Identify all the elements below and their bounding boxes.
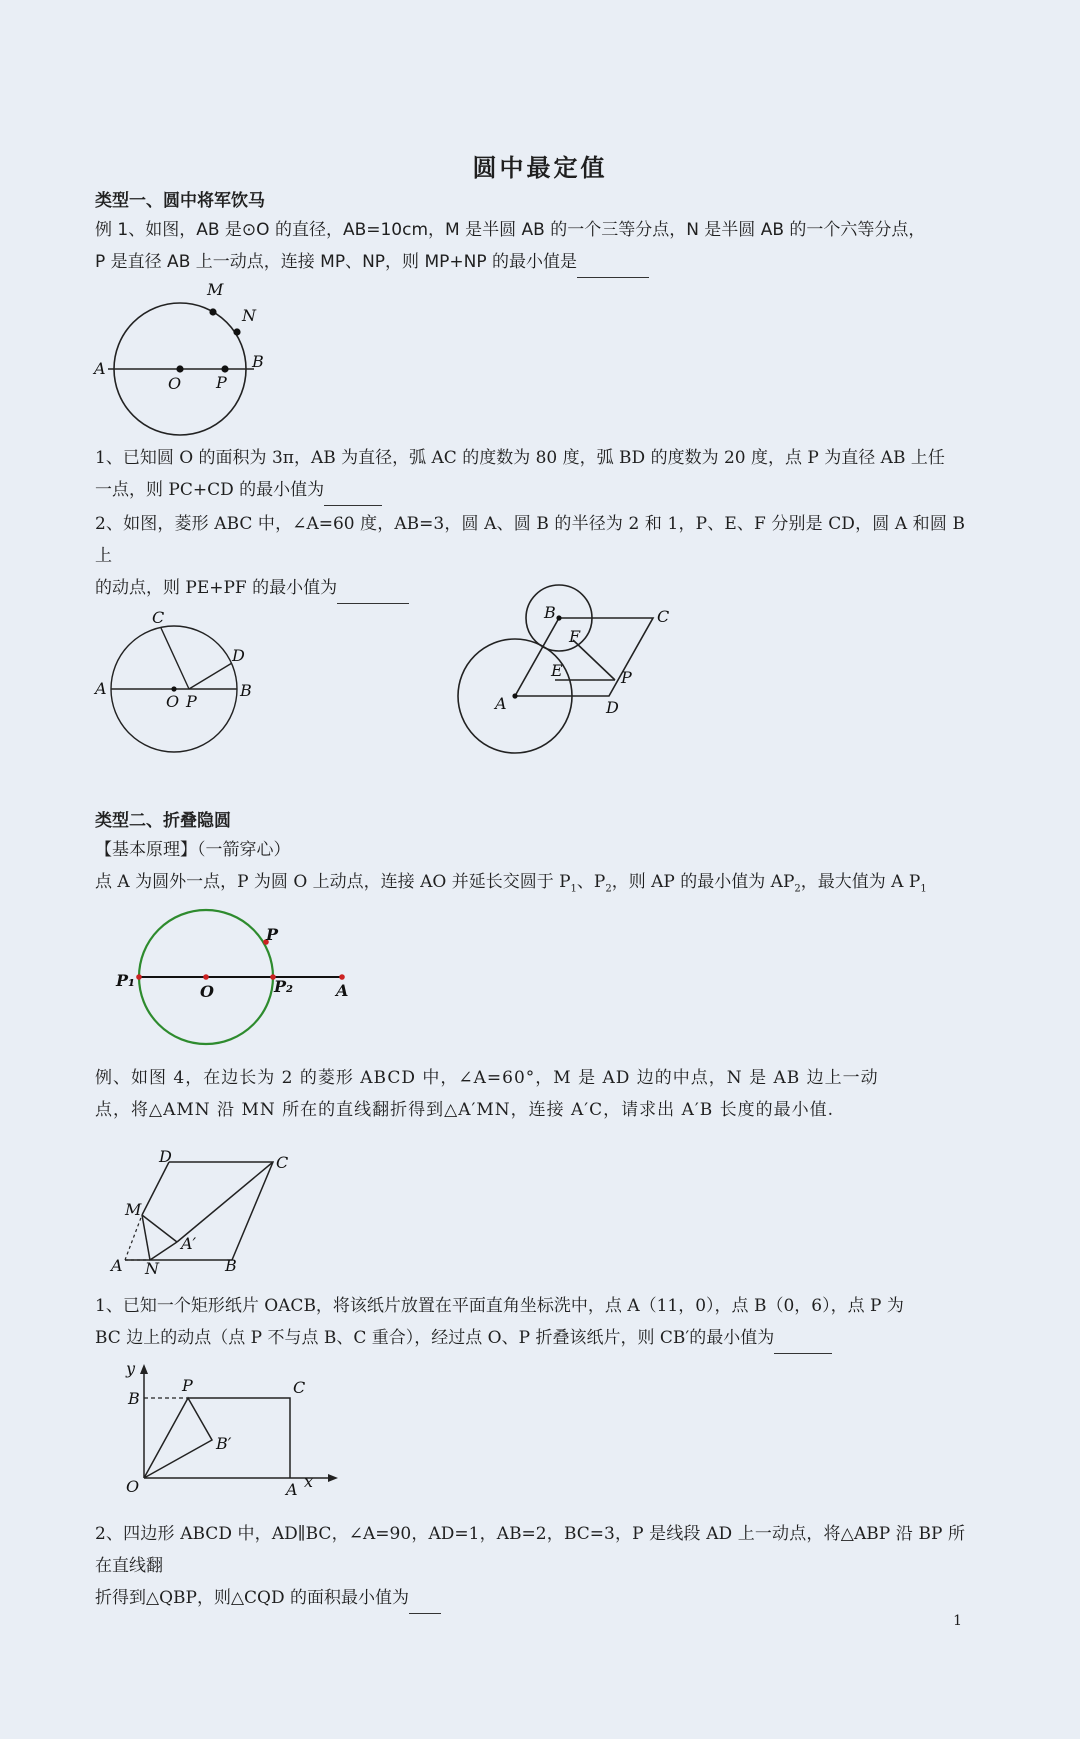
figure-rhombus-circles xyxy=(455,582,685,757)
fig2-label-a: A xyxy=(95,679,107,698)
section-heading-type1: 类型一、圆中将军饮马 xyxy=(95,191,265,211)
fig6-label-b: B xyxy=(128,1389,140,1408)
fig3-label-p: P xyxy=(621,668,632,687)
example2-text xyxy=(95,1062,965,1126)
question2-line2-text: 的动点，则 PE+PF 的最小值为 xyxy=(95,578,338,598)
principle-part3: ，则 AP 的最小值为 AP xyxy=(611,872,795,892)
question1-line1: 1、已知圆 O 的面积为 3π，AB 为直径，弧 AC 的度数为 80 度，弧 BD 的度数为 20 度，点 P 为直径 AB 上任 xyxy=(95,448,945,468)
fig6-label-x: x xyxy=(304,1472,314,1491)
fig2-label-p: P xyxy=(186,692,197,711)
fig2-label-b: B xyxy=(240,681,252,700)
example2-line2: 点，将△AMN 沿 MN 所在的直线翻折得到△A′MN，连接 A′C，请求出 A′B 长度的最小值. xyxy=(95,1100,835,1120)
fig6-x-arrow xyxy=(328,1474,338,1482)
fig1-point-o xyxy=(176,365,183,372)
fig5-label-a: A xyxy=(111,1256,123,1275)
fig3-label-c: C xyxy=(657,607,670,626)
figure-coordinate-rectangle xyxy=(110,1360,350,1500)
fig2-label-d: D xyxy=(232,646,245,665)
fig1-label-p: P xyxy=(216,373,227,392)
question3-line1: 1、已知一个矩形纸片 OACB，将该纸片放置在平面直角坐标洗中，点 A（11，0），点 B（0，6），点 P 为 xyxy=(95,1296,904,1316)
fig3-label-d: D xyxy=(606,698,619,717)
question3-text xyxy=(95,1290,965,1354)
fig1-point-n xyxy=(233,328,240,335)
fig3-segment-fp xyxy=(573,640,615,680)
fig3-label-b: B xyxy=(544,603,556,622)
example1-text xyxy=(95,214,965,278)
fig6-label-o: O xyxy=(126,1477,140,1496)
fig5-segment-ma2 xyxy=(142,1215,177,1242)
question4-line2-text: 折得到△QBP，则△CQD 的面积最小值为 xyxy=(95,1588,409,1608)
fig2-label-o: O xyxy=(166,692,180,711)
fig1-label-m: M xyxy=(207,280,224,299)
fig6-label-c: C xyxy=(293,1378,306,1397)
fig5-label-b: B xyxy=(225,1256,237,1275)
example1-line2-text: P 是直径 AB 上一动点，连接 MP、NP，则 MP+NP 的最小值是 xyxy=(95,252,577,272)
question1-text xyxy=(95,442,965,506)
fig3-point-b xyxy=(556,615,561,620)
fig6-rectangle xyxy=(188,1398,290,1478)
fig4-label-p: P xyxy=(266,925,279,944)
fig5-label-m: M xyxy=(125,1200,142,1219)
fig5-label-d: D xyxy=(159,1147,172,1166)
answer-blank xyxy=(337,583,409,604)
fig5-segment-mn xyxy=(142,1215,150,1260)
answer-blank xyxy=(577,257,649,278)
fig4-label-p1: P₁ xyxy=(116,971,136,990)
fig4-point-a xyxy=(339,974,345,980)
example1-line1: 例 1、如图，AB 是⊙O 的直径，AB=10cm，M 是半圆 AB 的一个三等分点，N 是半圆 AB 的一个六等分点， xyxy=(95,220,926,240)
section-heading-type2: 类型二、折叠隐圆 xyxy=(95,811,231,831)
fig4-point-o xyxy=(203,974,209,980)
fig3-label-a: A xyxy=(495,694,507,713)
fig6-label-b2: B′ xyxy=(216,1434,232,1453)
fig2-point-o xyxy=(171,686,176,691)
fig2-label-c: C xyxy=(152,608,165,627)
principle-sub3: 2 xyxy=(794,883,801,895)
fig5-segment-na2 xyxy=(150,1242,177,1260)
fig5-fold-am xyxy=(125,1215,142,1260)
answer-blank xyxy=(774,1333,832,1354)
fig1-label-o: O xyxy=(168,374,182,393)
fig1-point-m xyxy=(209,308,216,315)
page-title: 圆中最定值 xyxy=(472,153,608,182)
fig2-segment-pd xyxy=(189,663,232,689)
fig1-point-p xyxy=(221,365,228,372)
fig3-rhombus xyxy=(515,618,653,696)
principle-part1: 点 A 为圆外一点，P 为圆 O 上动点，连接 AO 并延长交圆于 P xyxy=(95,872,571,892)
fig5-label-c: C xyxy=(276,1153,289,1172)
fig6-label-p: P xyxy=(182,1376,193,1395)
principle-title: 【基本原理】（一箭穿心） xyxy=(95,840,291,860)
example2-line1: 例、如图 4，在边长为 2 的菱形 ABCD 中，∠A=60°，M 是 AD 边的中点，N 是 AB 边上一动 xyxy=(95,1068,879,1088)
question4-line2 xyxy=(95,1582,965,1614)
question1-line2-text: 一点，则 PC+CD 的最小值为 xyxy=(95,480,325,500)
question1-line2 xyxy=(95,474,965,506)
answer-blank xyxy=(409,1593,441,1614)
figure-circle-cdp xyxy=(90,605,260,755)
fig3-label-f: F xyxy=(569,627,581,646)
fig1-label-n: N xyxy=(242,306,256,325)
principle-sub2: 2 xyxy=(605,883,612,895)
fig3-label-e: E xyxy=(551,661,563,680)
question3-line2 xyxy=(95,1322,965,1354)
question4-text xyxy=(95,1518,965,1614)
figure-circle-mnp xyxy=(90,275,270,445)
fig2-segment-cp xyxy=(161,628,189,689)
fig1-label-a: A xyxy=(94,359,106,378)
fig5-label-n: N xyxy=(145,1259,159,1278)
fig4-point-p1 xyxy=(136,974,142,980)
question4-line1: 2、四边形 ABCD 中，AD∥BC，∠A=90，AD=1，AB=2，BC=3，P 是线段 AD 上一动点，将△ABP 沿 BP 所在直线翻 xyxy=(95,1524,965,1576)
example1-line2 xyxy=(95,246,965,278)
fig5-label-a2: A′ xyxy=(181,1234,197,1253)
fig6-label-y: y xyxy=(126,1359,136,1378)
principle-sub1: 1 xyxy=(570,883,577,895)
fig4-label-a: A xyxy=(336,981,349,1000)
figure-rhombus-fold xyxy=(105,1147,305,1280)
fig6-label-a: A xyxy=(286,1480,298,1499)
question3-line2-text: BC 边上的动点（点 P 不与点 B、C 重合），经过点 O、P 折叠该纸片，则 CB′的最小值为 xyxy=(95,1328,775,1348)
fig4-label-p2: P₂ xyxy=(274,977,294,996)
principle-part4: ，最大值为 A P xyxy=(800,872,921,892)
fig5-segment-a2c xyxy=(177,1162,273,1242)
fig3-point-a xyxy=(512,693,517,698)
fig4-label-o: O xyxy=(200,982,214,1001)
fig1-label-b: B xyxy=(252,352,264,371)
fig5-segment-md xyxy=(142,1162,169,1215)
principle-sub4: 1 xyxy=(920,883,927,895)
question2-line1: 2、如图，菱形 ABC 中，∠A=60 度，AB=3，圆 A、圆 B 的半径为 2 和 1，P、E、F 分别是 CD，圆 A 和圆 B 上 xyxy=(95,514,965,566)
page-number: 1 xyxy=(953,1613,962,1629)
answer-blank xyxy=(324,485,382,506)
figure-green-circle xyxy=(110,900,360,1050)
principle-part2: 、P xyxy=(576,872,606,892)
fig6-y-arrow xyxy=(140,1364,148,1374)
fig6-fold-triangle xyxy=(144,1398,212,1478)
